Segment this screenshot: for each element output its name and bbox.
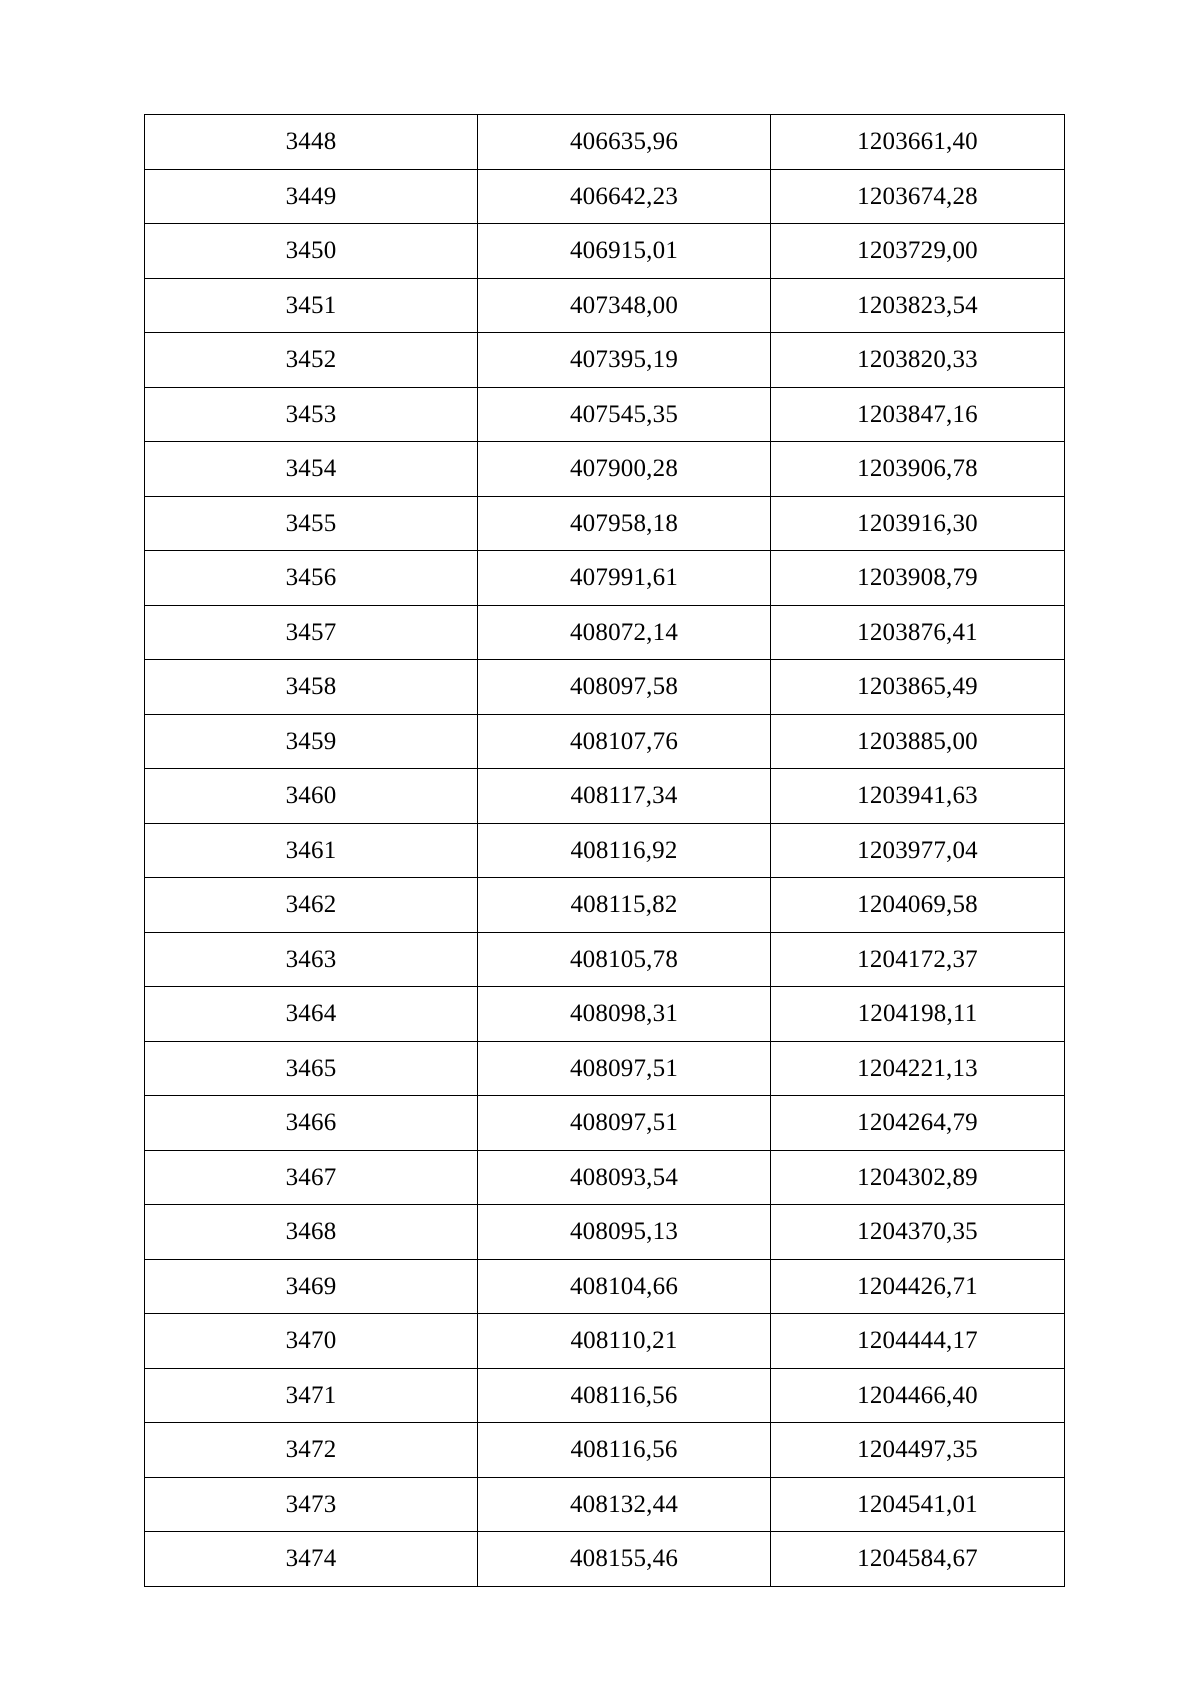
y-coordinate-cell: 1204444,17 [771,1314,1065,1369]
table-row [145,551,1065,606]
x-coordinate-cell: 408095,13 [478,1205,771,1260]
point-number-cell: 3448 [145,115,478,170]
y-coordinate-cell: 1203661,40 [771,115,1065,170]
y-coordinate-cell: 1204541,01 [771,1477,1065,1532]
coordinates-table-body [145,115,1065,1587]
table-row [145,823,1065,878]
x-coordinate-cell: 408105,78 [478,932,771,987]
point-number-cell: 3452 [145,333,478,388]
table-row [145,1205,1065,1260]
x-coordinate-cell: 408132,44 [478,1477,771,1532]
table-row [145,224,1065,279]
y-coordinate-cell: 1203977,04 [771,823,1065,878]
point-number-cell: 3459 [145,714,478,769]
y-coordinate-cell: 1204172,37 [771,932,1065,987]
x-coordinate-cell: 408116,56 [478,1423,771,1478]
x-coordinate-cell: 407395,19 [478,333,771,388]
table-row [145,660,1065,715]
x-coordinate-cell: 408098,31 [478,987,771,1042]
x-coordinate-cell: 408093,54 [478,1150,771,1205]
table-row [145,115,1065,170]
table-row [145,1477,1065,1532]
y-coordinate-cell: 1203941,63 [771,769,1065,824]
x-coordinate-cell: 407348,00 [478,278,771,333]
point-number-cell: 3466 [145,1096,478,1151]
table-row [145,1368,1065,1423]
point-number-cell: 3449 [145,169,478,224]
y-coordinate-cell: 1204198,11 [771,987,1065,1042]
point-number-cell: 3462 [145,878,478,933]
y-coordinate-cell: 1204466,40 [771,1368,1065,1423]
x-coordinate-cell: 407991,61 [478,551,771,606]
table-row [145,496,1065,551]
x-coordinate-cell: 408097,51 [478,1041,771,1096]
table-row [145,1041,1065,1096]
x-coordinate-cell: 408097,58 [478,660,771,715]
table-row [145,987,1065,1042]
x-coordinate-cell: 408117,34 [478,769,771,824]
x-coordinate-cell: 407958,18 [478,496,771,551]
point-number-cell: 3457 [145,605,478,660]
y-coordinate-cell: 1203865,49 [771,660,1065,715]
y-coordinate-cell: 1204302,89 [771,1150,1065,1205]
point-number-cell: 3473 [145,1477,478,1532]
y-coordinate-cell: 1204221,13 [771,1041,1065,1096]
point-number-cell: 3456 [145,551,478,606]
x-coordinate-cell: 408072,14 [478,605,771,660]
y-coordinate-cell: 1204264,79 [771,1096,1065,1151]
y-coordinate-cell: 1203916,30 [771,496,1065,551]
point-number-cell: 3450 [145,224,478,279]
point-number-cell: 3458 [145,660,478,715]
y-coordinate-cell: 1204069,58 [771,878,1065,933]
point-number-cell: 3461 [145,823,478,878]
point-number-cell: 3455 [145,496,478,551]
y-coordinate-cell: 1203876,41 [771,605,1065,660]
y-coordinate-cell: 1204497,35 [771,1423,1065,1478]
x-coordinate-cell: 408115,82 [478,878,771,933]
table-row [145,169,1065,224]
y-coordinate-cell: 1203908,79 [771,551,1065,606]
x-coordinate-cell: 408097,51 [478,1096,771,1151]
table-row [145,1314,1065,1369]
x-coordinate-cell: 406642,23 [478,169,771,224]
x-coordinate-cell: 408104,66 [478,1259,771,1314]
y-coordinate-cell: 1203674,28 [771,169,1065,224]
table-row [145,1096,1065,1151]
x-coordinate-cell: 407545,35 [478,387,771,442]
point-number-cell: 3471 [145,1368,478,1423]
point-number-cell: 3468 [145,1205,478,1260]
point-number-cell: 3467 [145,1150,478,1205]
point-number-cell: 3453 [145,387,478,442]
table-row [145,1423,1065,1478]
point-number-cell: 3451 [145,278,478,333]
table-row [145,442,1065,497]
table-row [145,333,1065,388]
x-coordinate-cell: 406915,01 [478,224,771,279]
x-coordinate-cell: 406635,96 [478,115,771,170]
table-row [145,1150,1065,1205]
y-coordinate-cell: 1204370,35 [771,1205,1065,1260]
table-row [145,878,1065,933]
table-row [145,1532,1065,1587]
point-number-cell: 3454 [145,442,478,497]
point-number-cell: 3463 [145,932,478,987]
point-number-cell: 3469 [145,1259,478,1314]
point-number-cell: 3472 [145,1423,478,1478]
x-coordinate-cell: 408107,76 [478,714,771,769]
table-row [145,387,1065,442]
table-row [145,769,1065,824]
table-row [145,605,1065,660]
x-coordinate-cell: 408155,46 [478,1532,771,1587]
point-number-cell: 3470 [145,1314,478,1369]
point-number-cell: 3460 [145,769,478,824]
y-coordinate-cell: 1203885,00 [771,714,1065,769]
x-coordinate-cell: 408110,21 [478,1314,771,1369]
point-number-cell: 3474 [145,1532,478,1587]
table-row [145,932,1065,987]
point-number-cell: 3465 [145,1041,478,1096]
coordinates-table [144,114,1065,1587]
table-row [145,278,1065,333]
y-coordinate-cell: 1203820,33 [771,333,1065,388]
x-coordinate-cell: 408116,56 [478,1368,771,1423]
y-coordinate-cell: 1204584,67 [771,1532,1065,1587]
table-row [145,1259,1065,1314]
y-coordinate-cell: 1203847,16 [771,387,1065,442]
y-coordinate-cell: 1203729,00 [771,224,1065,279]
x-coordinate-cell: 407900,28 [478,442,771,497]
y-coordinate-cell: 1204426,71 [771,1259,1065,1314]
point-number-cell: 3464 [145,987,478,1042]
table-row [145,714,1065,769]
x-coordinate-cell: 408116,92 [478,823,771,878]
y-coordinate-cell: 1203906,78 [771,442,1065,497]
y-coordinate-cell: 1203823,54 [771,278,1065,333]
